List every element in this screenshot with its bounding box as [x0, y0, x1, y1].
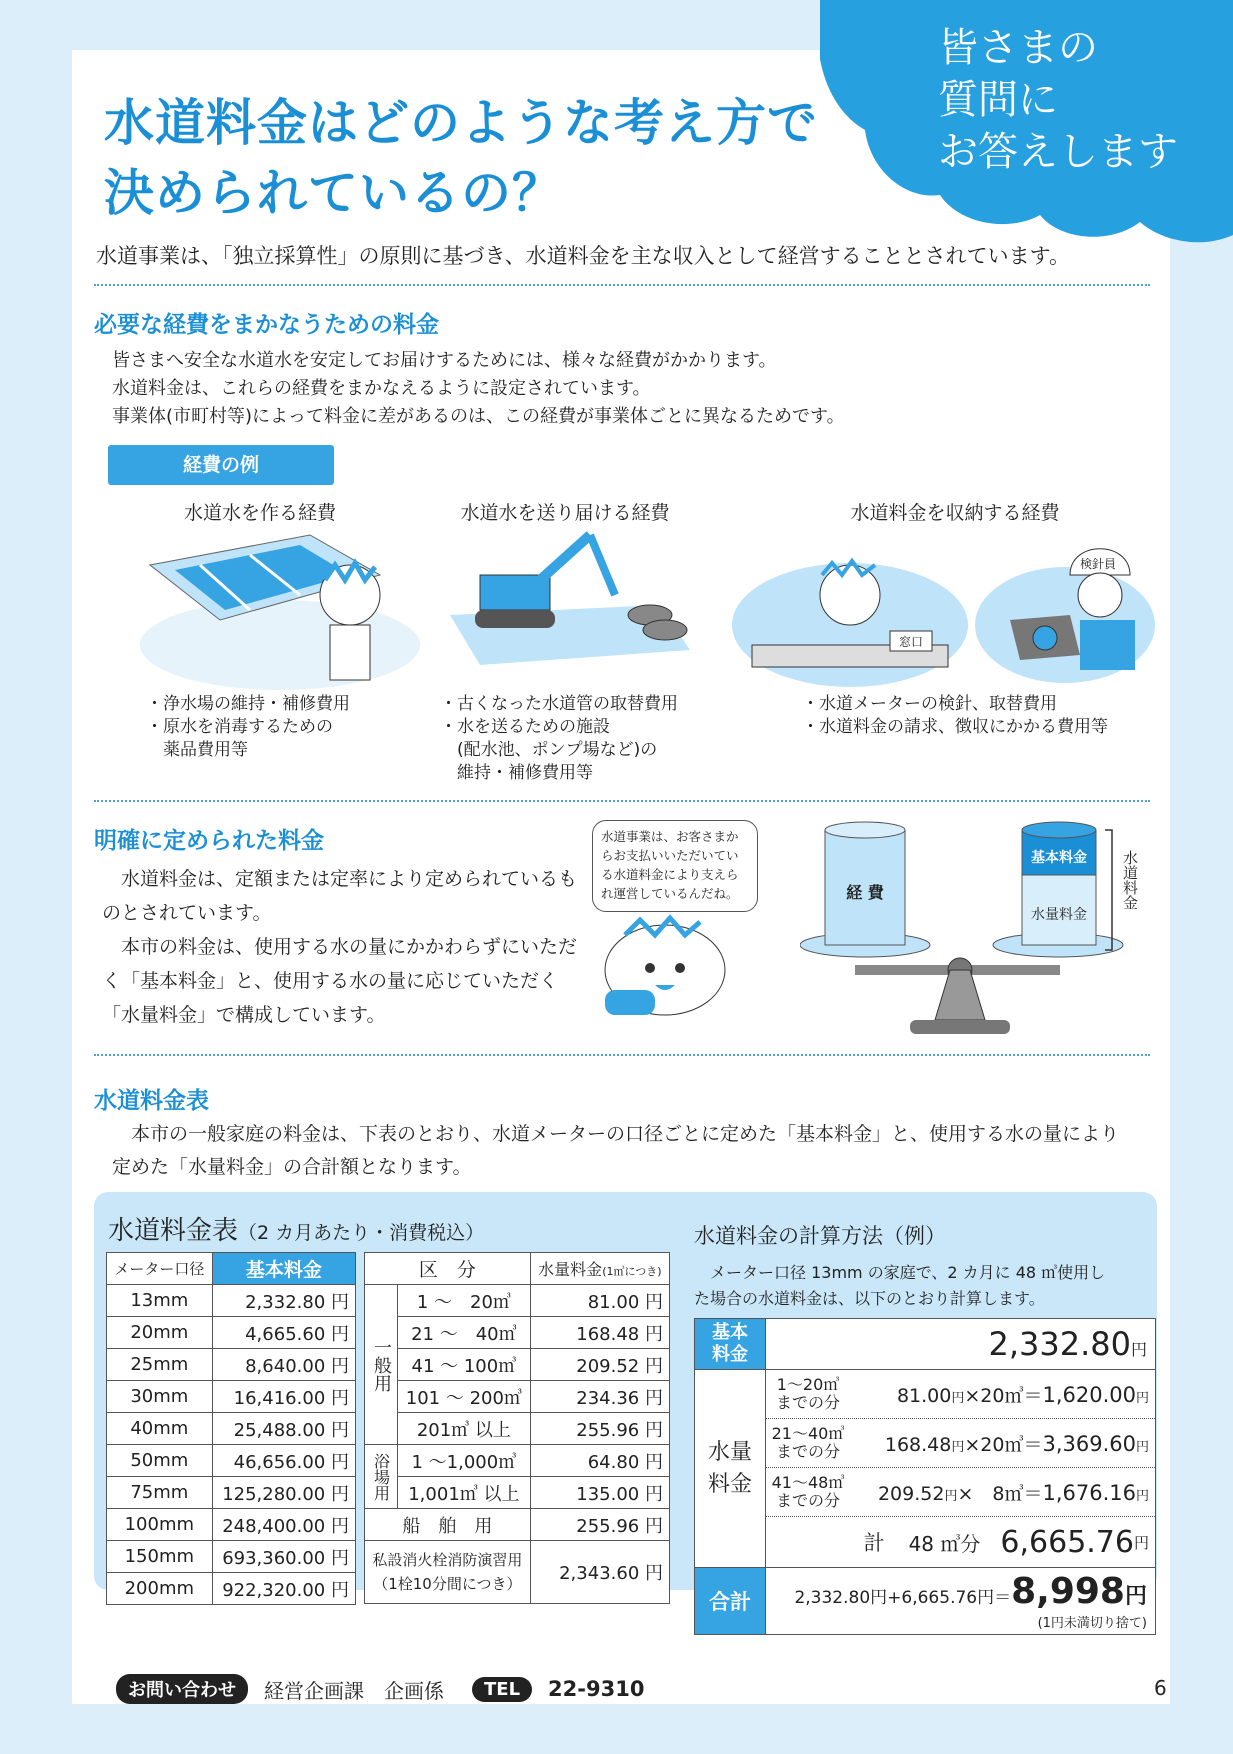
- column-bullets: [146, 693, 350, 762]
- mascot-lying-illustration: [595, 910, 765, 1020]
- meter-size: 40mm: [107, 1413, 213, 1445]
- yen-unit: 円: [944, 1488, 958, 1504]
- base-fee: 25,488.00 円: [212, 1413, 355, 1445]
- ship-fee: 255.96 円: [530, 1509, 669, 1541]
- calc-base-label: [695, 1319, 766, 1370]
- volume-fee: 255.96 円: [530, 1413, 669, 1445]
- excavator-illustration: [440, 525, 700, 695]
- calc-label-line: 料金: [707, 1471, 752, 1497]
- tier-range-text: 21～40㎥: [771, 1424, 845, 1443]
- phone-number[interactable]: 22-9310: [548, 1677, 645, 1701]
- table-row: [107, 1477, 356, 1509]
- calc-description: [694, 1260, 1105, 1312]
- tier-unit: 81.00: [896, 1384, 952, 1407]
- bullet-item: ・浄水場の維持・補修費用: [146, 694, 350, 714]
- table-row: [365, 1477, 670, 1509]
- table-row: [365, 1509, 670, 1541]
- fee-table-title: [108, 1210, 484, 1247]
- meter-size: 200mm: [107, 1573, 213, 1605]
- helmet-label: 検針員: [1079, 557, 1117, 571]
- usage-range: 1 ～1,000㎥: [398, 1445, 531, 1477]
- tier-amount: 3,369.60: [1042, 1431, 1136, 1456]
- fee-table-title-text: 水道料金表: [108, 1216, 239, 1246]
- usage-range: 1 ～ 20㎥: [398, 1285, 531, 1317]
- subtotal-qty: 48 ㎥分: [908, 1531, 981, 1556]
- scale-volume-fee-label: 水量料金: [1031, 907, 1087, 923]
- table-row: [107, 1509, 356, 1541]
- calc-base-value: [766, 1319, 1156, 1370]
- calc-tier-formula: [850, 1381, 1155, 1408]
- section1-heading: 必要な経費をまかなうための料金: [94, 312, 439, 338]
- section1-line: 皆さまへ安全な水道水を安定してお届けするためには、様々な経費がかかります。: [112, 350, 777, 371]
- base-fee: 4,665.60 円: [212, 1317, 355, 1349]
- corner-line-2: 質問に: [938, 77, 1058, 123]
- fire-label-line: 私設消火栓消防演習用: [372, 1551, 523, 1569]
- corner-line-1: 皆さまの: [938, 25, 1098, 71]
- page-title: [104, 88, 844, 228]
- table-row: [365, 1541, 670, 1604]
- col-volume-label: 水量料金: [538, 1260, 603, 1279]
- subtotal-label: 計: [863, 1531, 885, 1555]
- meter-size: 150mm: [107, 1541, 213, 1573]
- volume-fee: 64.80 円: [530, 1445, 669, 1477]
- title-line-1: 水道料金はどのような考え方で: [104, 94, 818, 152]
- yen-unit: 円: [1133, 1533, 1149, 1552]
- speech-bubble: 水道事業は、お客さまからお支払いいただいている水道料金により支えられ運営しているんだね。: [592, 820, 758, 912]
- lead-text: 水道事業は、「独立採算性」の原則に基づき、水道料金を主な収入として経営することとされています。: [96, 244, 1070, 268]
- page-number: 6: [1154, 1676, 1167, 1700]
- tier-amount: 1,620.00: [1042, 1382, 1136, 1407]
- section2-text: [102, 862, 582, 1032]
- volume-fee: 234.36 円: [530, 1381, 669, 1413]
- tier-qty: ×20㎥＝: [964, 1384, 1043, 1407]
- table-row: [107, 1573, 356, 1605]
- section3-text: [112, 1118, 1172, 1184]
- yen-unit: 円: [1130, 1340, 1147, 1359]
- col-volume-header: [530, 1253, 669, 1285]
- meter-size: 30mm: [107, 1381, 213, 1413]
- section2-heading: 明確に定められた料金: [94, 828, 324, 854]
- table-row: [365, 1317, 670, 1349]
- department-name: 経営企画課 企画係: [264, 1678, 444, 1703]
- calc-desc-line: メーター口径 13mm の家庭で、2 カ月に 48 ㎥使用し: [694, 1263, 1106, 1282]
- calc-total-detail: [766, 1568, 1156, 1635]
- section3-line: 定めた「水量料金」の合計額となります。: [112, 1156, 472, 1178]
- bullet-item: 維持・補修費用等: [440, 763, 593, 783]
- divider: [94, 1054, 1150, 1056]
- calc-tier-formula: [850, 1430, 1155, 1457]
- water-plant-illustration: [130, 525, 420, 695]
- volume-fee-table: [364, 1252, 670, 1604]
- scale-base-fee-label: 基本料金: [1031, 850, 1087, 866]
- divider: [94, 284, 1150, 286]
- fire-label-line: （1栓10分間につき）: [373, 1575, 522, 1593]
- calc-total-label: 合計: [695, 1568, 766, 1635]
- table-row: [365, 1445, 670, 1477]
- meter-size: 100mm: [107, 1509, 213, 1541]
- bullet-item: ・水を送るための施設: [440, 717, 610, 737]
- col-meter-header: メーター口径: [107, 1253, 213, 1285]
- bullet-item: ・水道メーターの検針、取替費用: [802, 694, 1057, 714]
- table-row: [107, 1445, 356, 1477]
- table-row: [365, 1285, 670, 1317]
- usage-range: 101 ～ 200㎥: [398, 1381, 531, 1413]
- yen-unit: 円: [1135, 1488, 1149, 1504]
- tier-range-text: 1～20㎥: [776, 1375, 840, 1394]
- bullet-item: (配水池、ポンプ場など)の: [440, 740, 658, 760]
- tier-sub-text: までの分: [775, 1491, 840, 1510]
- table-row: [107, 1349, 356, 1381]
- inquiry-badge: お問い合わせ: [116, 1674, 248, 1704]
- calc-volume-label: [695, 1370, 766, 1568]
- service-window-illustration: [730, 555, 980, 695]
- table-row: [107, 1317, 356, 1349]
- table-row: [107, 1285, 356, 1317]
- tier-qty: × 8㎥＝: [957, 1482, 1043, 1505]
- yen-unit: 円: [1135, 1390, 1149, 1406]
- ship-label: 船 舶 用: [365, 1509, 531, 1541]
- scale-bracket-label: 水道料金: [1121, 850, 1139, 910]
- meter-size: 20mm: [107, 1317, 213, 1349]
- section3-heading: 水道料金表: [94, 1088, 209, 1114]
- tier-range-text: 41～48㎥: [771, 1473, 845, 1492]
- calc-tier-range: [766, 1376, 850, 1412]
- calc-tier-row: [766, 1370, 1155, 1419]
- table-row: [107, 1381, 356, 1413]
- calc-table: [694, 1318, 1156, 1635]
- col-class-header: 区 分: [365, 1253, 531, 1285]
- tier-sub-text: までの分: [775, 1442, 840, 1461]
- tier-unit: 209.52: [877, 1482, 945, 1505]
- meter-reader-illustration: [970, 530, 1160, 690]
- scale-left-label: 経 費: [846, 883, 884, 902]
- base-fee: 8,640.00 円: [212, 1349, 355, 1381]
- calc-tier-formula: [850, 1479, 1155, 1506]
- section1-line: 水道料金は、これらの経費をまかなえるように設定されています。: [112, 378, 651, 399]
- section3-line: 本市の一般家庭の料金は、下表のとおり、水道メーターの口径ごとに定めた「基本料金」と、使用する水の量により: [131, 1123, 1120, 1145]
- base-fee: 125,280.00 円: [212, 1477, 355, 1509]
- fire-label: [365, 1541, 531, 1604]
- column-title: 水道水を送り届ける経費: [460, 502, 670, 524]
- col-base-header: 基本料金: [212, 1253, 355, 1285]
- bullet-item: ・水道料金の請求、徴収にかかる費用等: [802, 717, 1108, 737]
- calc-subtotal-row: [766, 1517, 1155, 1567]
- base-amount: 2,332.80: [988, 1325, 1131, 1363]
- meter-size: 13mm: [107, 1285, 213, 1317]
- base-fee: 248,400.00 円: [212, 1509, 355, 1541]
- calc-label-line: 基本: [712, 1322, 748, 1343]
- footer-contact: [116, 1674, 644, 1704]
- yen-unit: 円: [951, 1390, 965, 1406]
- divider: [94, 800, 1150, 802]
- base-fee: 46,656.00 円: [212, 1445, 355, 1477]
- base-fee: 2,332.80 円: [212, 1285, 355, 1317]
- table-row: [107, 1413, 356, 1445]
- base-fee-table: [106, 1252, 356, 1605]
- calc-title: 水道料金の計算方法（例）: [694, 1224, 946, 1248]
- usage-range: 1,001㎥ 以上: [398, 1477, 531, 1509]
- corner-caption: [938, 22, 1228, 178]
- calc-tier-row: [766, 1468, 1155, 1517]
- total-amount: 8,998: [1011, 1571, 1125, 1612]
- table-row: [365, 1413, 670, 1445]
- yen-unit: 円: [951, 1439, 965, 1455]
- volume-fee: 81.00 円: [530, 1285, 669, 1317]
- section2-para: 水道料金は、定額または定率により定められているものとされています。: [102, 868, 578, 924]
- subtotal-amount: 6,665.76: [1000, 1524, 1134, 1560]
- bullet-item: ・原水を消毒するための: [146, 717, 333, 737]
- calc-desc-line: た場合の水道料金は、以下のとおり計算します。: [694, 1289, 1045, 1308]
- column-bullets: [440, 693, 678, 785]
- table-row: [365, 1381, 670, 1413]
- calc-label-line: 料金: [712, 1344, 748, 1365]
- volume-fee: 209.52 円: [530, 1349, 669, 1381]
- group-general-label: 一般用: [365, 1285, 398, 1445]
- volume-fee: 135.00 円: [530, 1477, 669, 1509]
- calc-volume-detail: [766, 1370, 1156, 1568]
- column-title: 水道料金を収納する経費: [850, 502, 1060, 524]
- window-label: 窓口: [898, 635, 924, 649]
- table-row: [107, 1541, 356, 1573]
- tier-amount: 1,676.16: [1042, 1480, 1136, 1505]
- calc-label-line: 水量: [707, 1439, 752, 1465]
- title-line-2: 決められているの？: [104, 164, 563, 222]
- column-bullets: [802, 693, 1108, 739]
- calc-total-line: [774, 1571, 1147, 1612]
- yen-unit: 円: [1135, 1439, 1149, 1455]
- section1-text: [112, 347, 1072, 431]
- total-formula: 2,332.80円+6,665.76円＝: [794, 1588, 1012, 1608]
- column-title: 水道水を作る経費: [183, 502, 336, 524]
- cost-examples-badge: 経費の例: [108, 445, 334, 485]
- section2-para: 本市の料金は、使用する水の量にかかわらずにいただく「基本料金」と、使用する水の量に応じていただく「水量料金」で構成しています。: [102, 936, 578, 1026]
- usage-range: 21 ～ 40㎥: [398, 1317, 531, 1349]
- calc-tier-row: [766, 1419, 1155, 1468]
- bullet-item: 薬品費用等: [146, 740, 248, 760]
- tel-badge: TEL: [472, 1677, 532, 1702]
- calc-tier-range: [766, 1425, 850, 1461]
- usage-range: 41 ～ 100㎥: [398, 1349, 531, 1381]
- fire-fee: 2,343.60 円: [530, 1541, 669, 1604]
- usage-range: 201㎥ 以上: [398, 1413, 531, 1445]
- base-fee: 922,320.00 円: [212, 1573, 355, 1605]
- fee-table-subtitle: （2 カ月あたり・消費税込）: [238, 1222, 485, 1244]
- base-fee: 16,416.00 円: [212, 1381, 355, 1413]
- yen-unit: 円: [1124, 1584, 1147, 1609]
- volume-fee: 168.48 円: [530, 1317, 669, 1349]
- bullet-item: ・古くなった水道管の取替費用: [440, 694, 678, 714]
- meter-size: 50mm: [107, 1445, 213, 1477]
- section1-line: 事業体(市町村等)によって料金に差があるのは、この経費が事業体ごとに異なるためです。: [112, 406, 845, 427]
- tier-qty: ×20㎥＝: [964, 1433, 1043, 1456]
- meter-size: 75mm: [107, 1477, 213, 1509]
- tier-unit: 168.48: [884, 1433, 952, 1456]
- group-bath-label: 浴場用: [365, 1445, 398, 1509]
- base-fee: 693,360.00 円: [212, 1541, 355, 1573]
- table-row: [365, 1349, 670, 1381]
- meter-size: 25mm: [107, 1349, 213, 1381]
- col-volume-unit: (1㎥につき): [602, 1265, 662, 1278]
- tier-sub-text: までの分: [775, 1393, 840, 1412]
- calc-tier-range: [766, 1474, 850, 1510]
- corner-line-3: お答えします: [938, 129, 1178, 175]
- rounding-note: (1円未満切り捨て): [1037, 1616, 1147, 1631]
- balance-scale-illustration: [800, 820, 1160, 1045]
